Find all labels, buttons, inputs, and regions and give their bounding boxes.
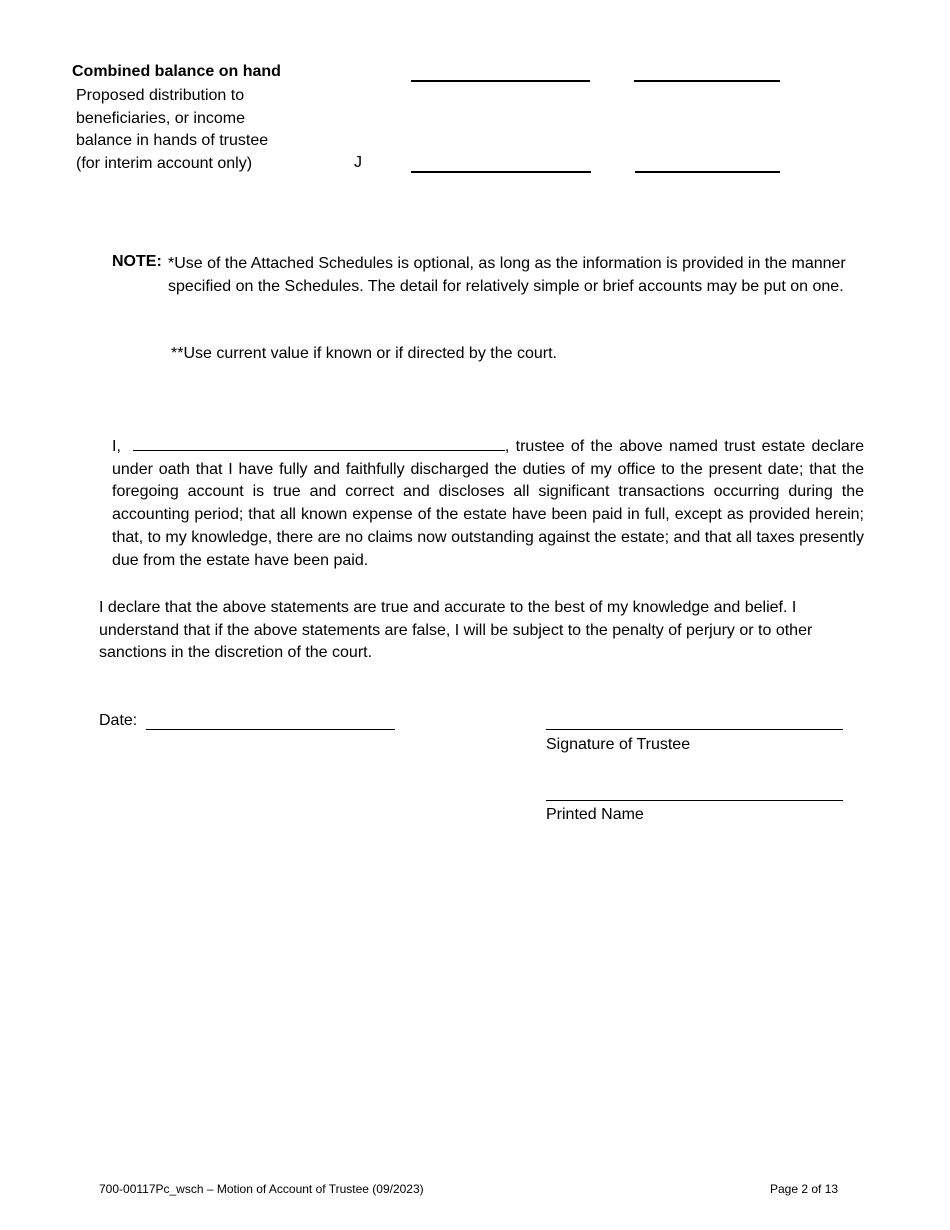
- note-text-2: **Use current value if known or if directed by the court.: [171, 345, 557, 362]
- note-text-1: *Use of the Attached Schedules is optional, as long as the information is provided in the manner specified on the Schedules. The detail for relatively simple or brief accounts may be put on one.: [168, 255, 846, 295]
- combined-balance-field-1[interactable]: [411, 80, 590, 82]
- oath-prefix: I,: [112, 438, 121, 455]
- oath-body: , trustee of the above named trust estate declare under oath that I have fully and faithfully discharged the duties of my office to the present date; that the foregoing account is true and correct and discloses all significant transactions occurring during the accounting period; that all known expense of the estate have been paid in full, except as provided herein; that, to my knowledge, there are no claims now outstanding against the estate; and that all taxes presently due from the estate have been paid.: [112, 438, 864, 569]
- proposed-distribution-field-1[interactable]: [411, 171, 591, 173]
- footer-page-number: Page 2 of 13: [770, 1182, 839, 1196]
- printed-name-field[interactable]: [546, 800, 843, 801]
- combined-balance-field-2[interactable]: [634, 80, 780, 82]
- signature-field[interactable]: [546, 729, 843, 730]
- declaration-paragraph: I declare that the above statements are true and accurate to the best of my knowledge and belief. I understand that if the above statements are false, I will be subject to the penalty of perjury or to other sanctions in the discretion of the court.: [99, 599, 813, 662]
- proposed-line: Proposed distribution to: [76, 87, 245, 104]
- oath-paragraph: [112, 436, 864, 572]
- note-label: NOTE:: [112, 253, 162, 270]
- proposed-distribution-field-2[interactable]: [635, 171, 780, 173]
- marker-text: J: [354, 154, 362, 171]
- trustee-name-field[interactable]: [133, 436, 505, 451]
- proposed-line: (for interim account only): [76, 155, 253, 173]
- combined-balance-label: Combined balance on hand: [72, 63, 281, 80]
- proposed-line: beneficiaries, or income: [76, 109, 245, 127]
- date-label: Date:: [99, 712, 138, 729]
- signature-label: Signature of Trustee: [546, 736, 691, 753]
- printed-name-label: Printed Name: [546, 806, 644, 823]
- date-field[interactable]: [146, 729, 395, 730]
- footer-form-id: 700-00117Pc_wsch – Motion of Account of Trustee (09/2023): [99, 1182, 424, 1196]
- proposed-distribution-label: [76, 85, 336, 176]
- proposed-line: balance in hands of trustee: [76, 132, 269, 150]
